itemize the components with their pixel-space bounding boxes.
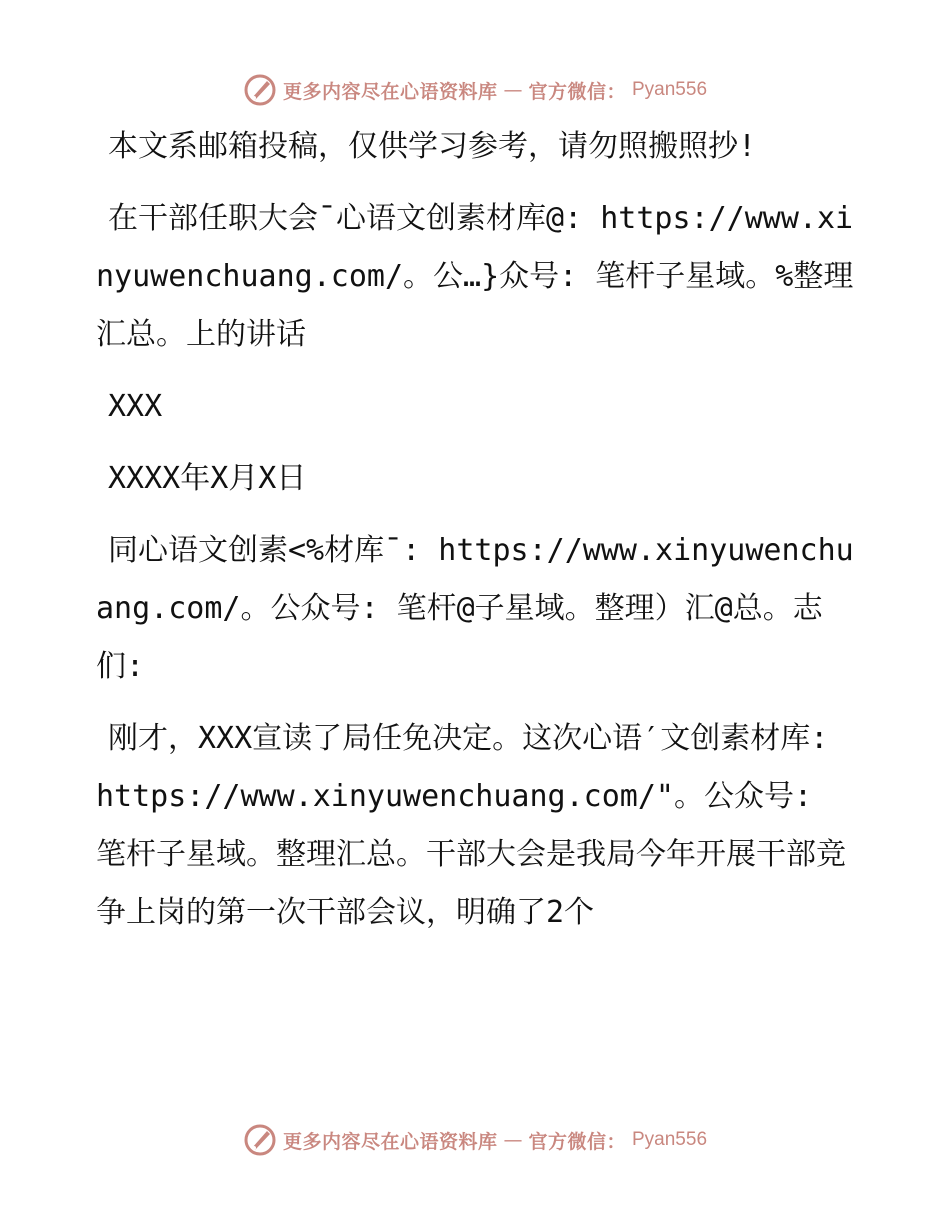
paragraph-date: XXXX年X月X日	[108, 461, 307, 496]
paragraph-disclaimer: 本文系邮箱投稿，仅供学习参考，请勿照搬照抄!	[108, 129, 757, 164]
quill-logo-icon	[243, 73, 277, 107]
banner-separator: —	[503, 79, 523, 101]
banner-handle: Pyan556	[632, 1129, 708, 1150]
banner-slogan: 更多内容尽在心语资料库	[282, 1130, 498, 1153]
banner-slogan: 更多内容尽在心语资料库	[282, 80, 498, 103]
paragraph-speaker: XXX	[108, 389, 163, 424]
document-body	[96, 118, 856, 956]
quill-logo-icon	[243, 1123, 277, 1157]
banner-separator: —	[503, 1129, 523, 1151]
banner-handle: Pyan556	[632, 79, 708, 100]
banner-handle-label: 官方微信：	[528, 1130, 626, 1153]
paragraph-salutation: 同心语文创素<%材库¯: https://www.xinyuwenchuang.com/。公众号: 笔杆@子星域。整理）汇@总。志们:	[96, 533, 854, 684]
header-watermark-banner	[0, 70, 950, 110]
banner-handle-label: 官方微信：	[528, 80, 626, 103]
paragraph-title: 在干部任职大会¯心语文创素材库@: https://www.xinyuwenchuang.com/。公…}众号: 笔杆子星域。%整理汇总。上的讲话	[96, 201, 854, 352]
footer-watermark-banner	[0, 1120, 950, 1160]
paragraph-body: 刚才，XXX宣读了局任免决定。这次心语′文创素材库: https://www.xinyuwenchuang.com/"。公众号: 笔杆子星域。整理汇总。干部大会是我局今年开展干部竞争上岗的第一次干部会议，明确了2个	[96, 721, 846, 930]
